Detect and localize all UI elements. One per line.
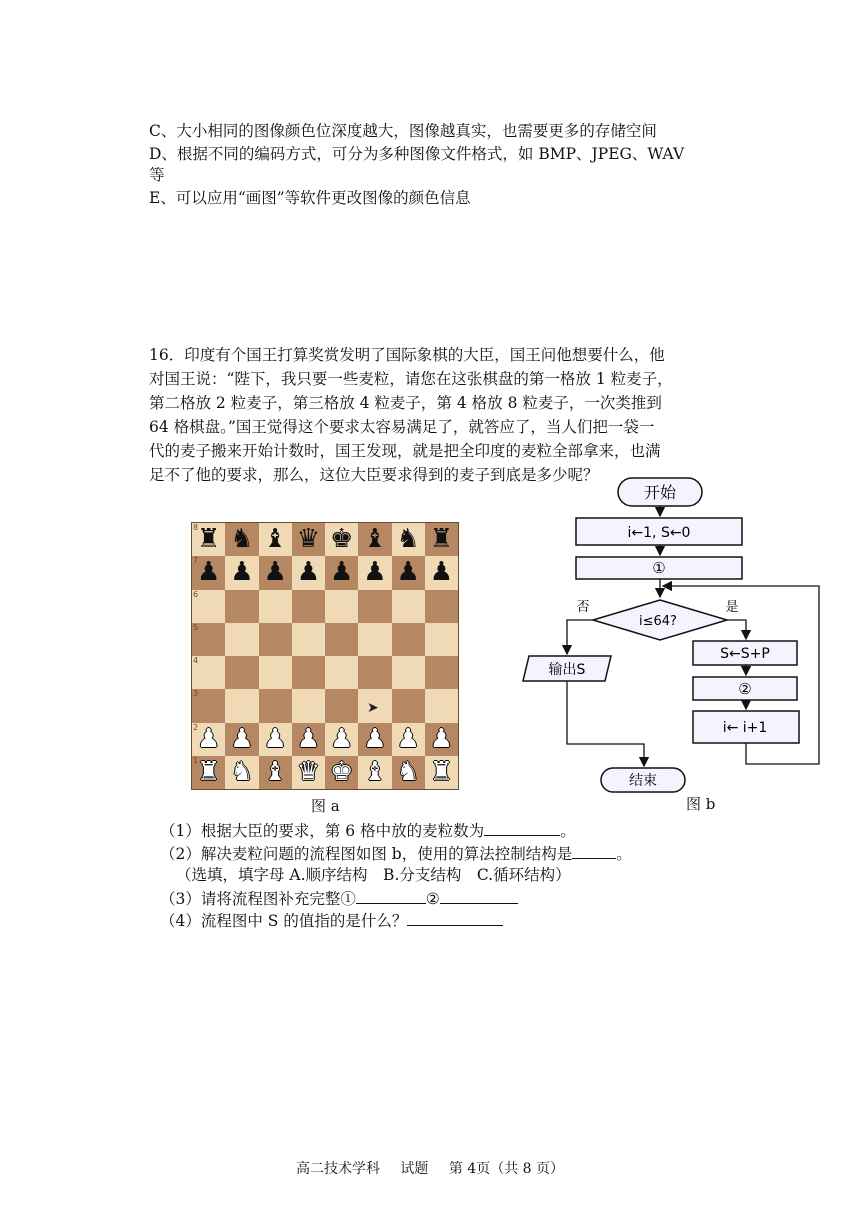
black-piece: ♜ [196, 524, 221, 554]
rank-label: 4 [193, 656, 199, 665]
board-square [358, 623, 391, 656]
black-piece: ♝ [363, 524, 387, 554]
board-square [225, 689, 258, 722]
white-pawn: ♟ [230, 723, 254, 754]
white-pawn: ♟ [296, 723, 321, 754]
blank-2-label: ② [738, 680, 752, 698]
option-c: C、大小相同的图像颜色位深度越大，图像越真实，也需要更多的存储空间 [149, 122, 657, 140]
board-square [325, 689, 358, 722]
board-square [292, 689, 325, 722]
white-piece: ♝ [363, 756, 387, 787]
arrow-cursor-icon: ➤ [367, 700, 379, 716]
board-square [425, 689, 458, 722]
board-square [225, 656, 258, 689]
subquestion-2-end: 。 [616, 845, 632, 863]
board-square [292, 623, 325, 656]
board-square [259, 656, 292, 689]
board-square [292, 656, 325, 689]
black-piece: ♛ [296, 524, 321, 554]
subquestion-1 [160, 820, 576, 841]
white-piece: ♞ [230, 756, 254, 787]
footer-subject: 高二技术学科 [295, 1161, 380, 1177]
update-s-label: S←S+P [720, 646, 770, 662]
board-square [259, 590, 292, 623]
white-pawn: ♟ [429, 723, 454, 754]
question-line: 对国王说：“陛下，我只要一些麦粒，请您在这张棋盘的第一格放 1 粒麦子， [149, 370, 673, 388]
board-square [392, 689, 425, 722]
yes-label: 是 [725, 600, 739, 615]
black-pawn: ♟ [263, 557, 287, 588]
end-label: 结束 [629, 773, 657, 789]
white-piece: ♛ [296, 756, 321, 787]
footer-type: 试题 [400, 1161, 429, 1177]
white-pawn: ♟ [396, 723, 420, 754]
white-pawn: ♟ [329, 723, 354, 754]
black-pawn: ♟ [196, 557, 221, 588]
start-label: 开始 [643, 483, 677, 502]
no-label: 否 [576, 600, 590, 615]
rank-label: 1 [193, 755, 199, 765]
subquestion-4 [160, 910, 503, 931]
board-square [425, 623, 458, 656]
black-pawn: ♟ [396, 557, 420, 588]
board-square [392, 623, 425, 656]
board-square [292, 590, 325, 623]
black-piece: ♜ [429, 524, 454, 554]
subquestion-1-text: （1）根据大臣的要求，第 6 格中放的麦粒数为 [160, 822, 485, 840]
black-piece: ♝ [263, 524, 287, 554]
option-d: D、根据不同的编码方式，可分为多种图像文件格式，如 BMP、JPEG、WAV [149, 145, 685, 163]
board-square [225, 590, 258, 623]
chessboard [191, 522, 459, 790]
init-label: i←1, S←0 [627, 525, 691, 541]
figure-a-caption: 图 a [311, 797, 340, 815]
answer-blank-1[interactable] [484, 820, 560, 836]
board-square [259, 689, 292, 722]
rank-label: 3 [193, 689, 199, 699]
board-square [358, 590, 391, 623]
output-label: 输出S [548, 662, 586, 678]
board-square [225, 623, 258, 656]
footer-page: 第 4页（共 8 页） [448, 1161, 565, 1177]
black-pawn: ♟ [363, 557, 387, 588]
question-line: 第二格放 2 粒麦子，第三格放 4 粒麦子，第 4 格放 8 粒麦子，一次类推到 [149, 394, 662, 412]
board-square [425, 656, 458, 689]
white-pawn: ♟ [263, 723, 287, 754]
board-square [392, 656, 425, 689]
blank-1-label: ① [652, 559, 666, 577]
board-square [259, 623, 292, 656]
question-line: 64 格棋盘。”国王觉得这个要求太容易满足了，就答应了，当人们把一袋一 [149, 418, 655, 436]
board-square [358, 656, 391, 689]
subquestion-3-text: （3）请将流程图补充完整① [160, 890, 356, 908]
page-footer [0, 1158, 860, 1178]
white-piece: ♝ [263, 756, 287, 787]
rank-label: 2 [193, 722, 199, 732]
black-pawn: ♟ [329, 557, 354, 588]
white-pawn: ♟ [196, 723, 221, 754]
subquestion-1-end: 。 [560, 822, 576, 840]
board-square [425, 590, 458, 623]
option-e: E、可以应用“画图”等软件更改图像的颜色信息 [149, 189, 471, 207]
flowchart [515, 476, 827, 796]
board-square [325, 590, 358, 623]
white-piece: ♜ [196, 756, 221, 787]
white-pawn: ♟ [363, 723, 387, 754]
answer-blank-2[interactable] [572, 843, 616, 859]
black-piece: ♚ [329, 524, 354, 554]
figure-b-caption: 图 b [686, 795, 716, 813]
answer-blank-4[interactable] [407, 910, 503, 926]
white-piece: ♚ [329, 756, 354, 787]
subquestion-4-text: （4）流程图中 S 的值指的是什么？ [160, 912, 408, 930]
decision-label: i≤64? [639, 614, 677, 629]
subquestion-3 [160, 888, 518, 909]
rank-label: 5 [193, 622, 199, 632]
answer-blank-3b[interactable] [440, 888, 518, 904]
black-pawn: ♟ [429, 557, 454, 588]
option-d-continued: 等 [149, 166, 165, 184]
black-pawn: ♟ [230, 557, 254, 588]
white-piece: ♞ [396, 756, 420, 787]
black-piece: ♞ [230, 524, 254, 554]
board-square [325, 656, 358, 689]
board-square [325, 623, 358, 656]
subquestion-2-note: （选填，填字母 A.顺序结构 B.分支结构 C.循环结构） [176, 866, 571, 884]
black-piece: ♞ [396, 524, 420, 554]
rank-label: 6 [193, 589, 199, 599]
question-line: 16．印度有个国王打算奖赏发明了国际象棋的大臣，国王问他想要什么，他 [149, 346, 665, 364]
subquestion-3-mid: ② [425, 890, 440, 908]
question-line: 足不了他的要求，那么，这位大臣要求得到的麦子到底是多少呢？ [149, 466, 599, 484]
board-square [392, 590, 425, 623]
subquestion-2-text: （2）解决麦粒问题的流程图如图 b，使用的算法控制结构是 [160, 845, 573, 863]
answer-blank-3a[interactable] [356, 888, 426, 904]
rank-label: 8 [193, 523, 199, 532]
question-line: 代的麦子搬来开始计数时，国王发现，就是把全印度的麦粒全部拿来，也满 [149, 442, 661, 460]
increment-label: i← i+1 [722, 720, 768, 736]
rank-label: 7 [193, 556, 199, 566]
white-piece: ♜ [429, 756, 454, 787]
black-pawn: ♟ [296, 557, 321, 588]
subquestion-2 [160, 843, 632, 864]
